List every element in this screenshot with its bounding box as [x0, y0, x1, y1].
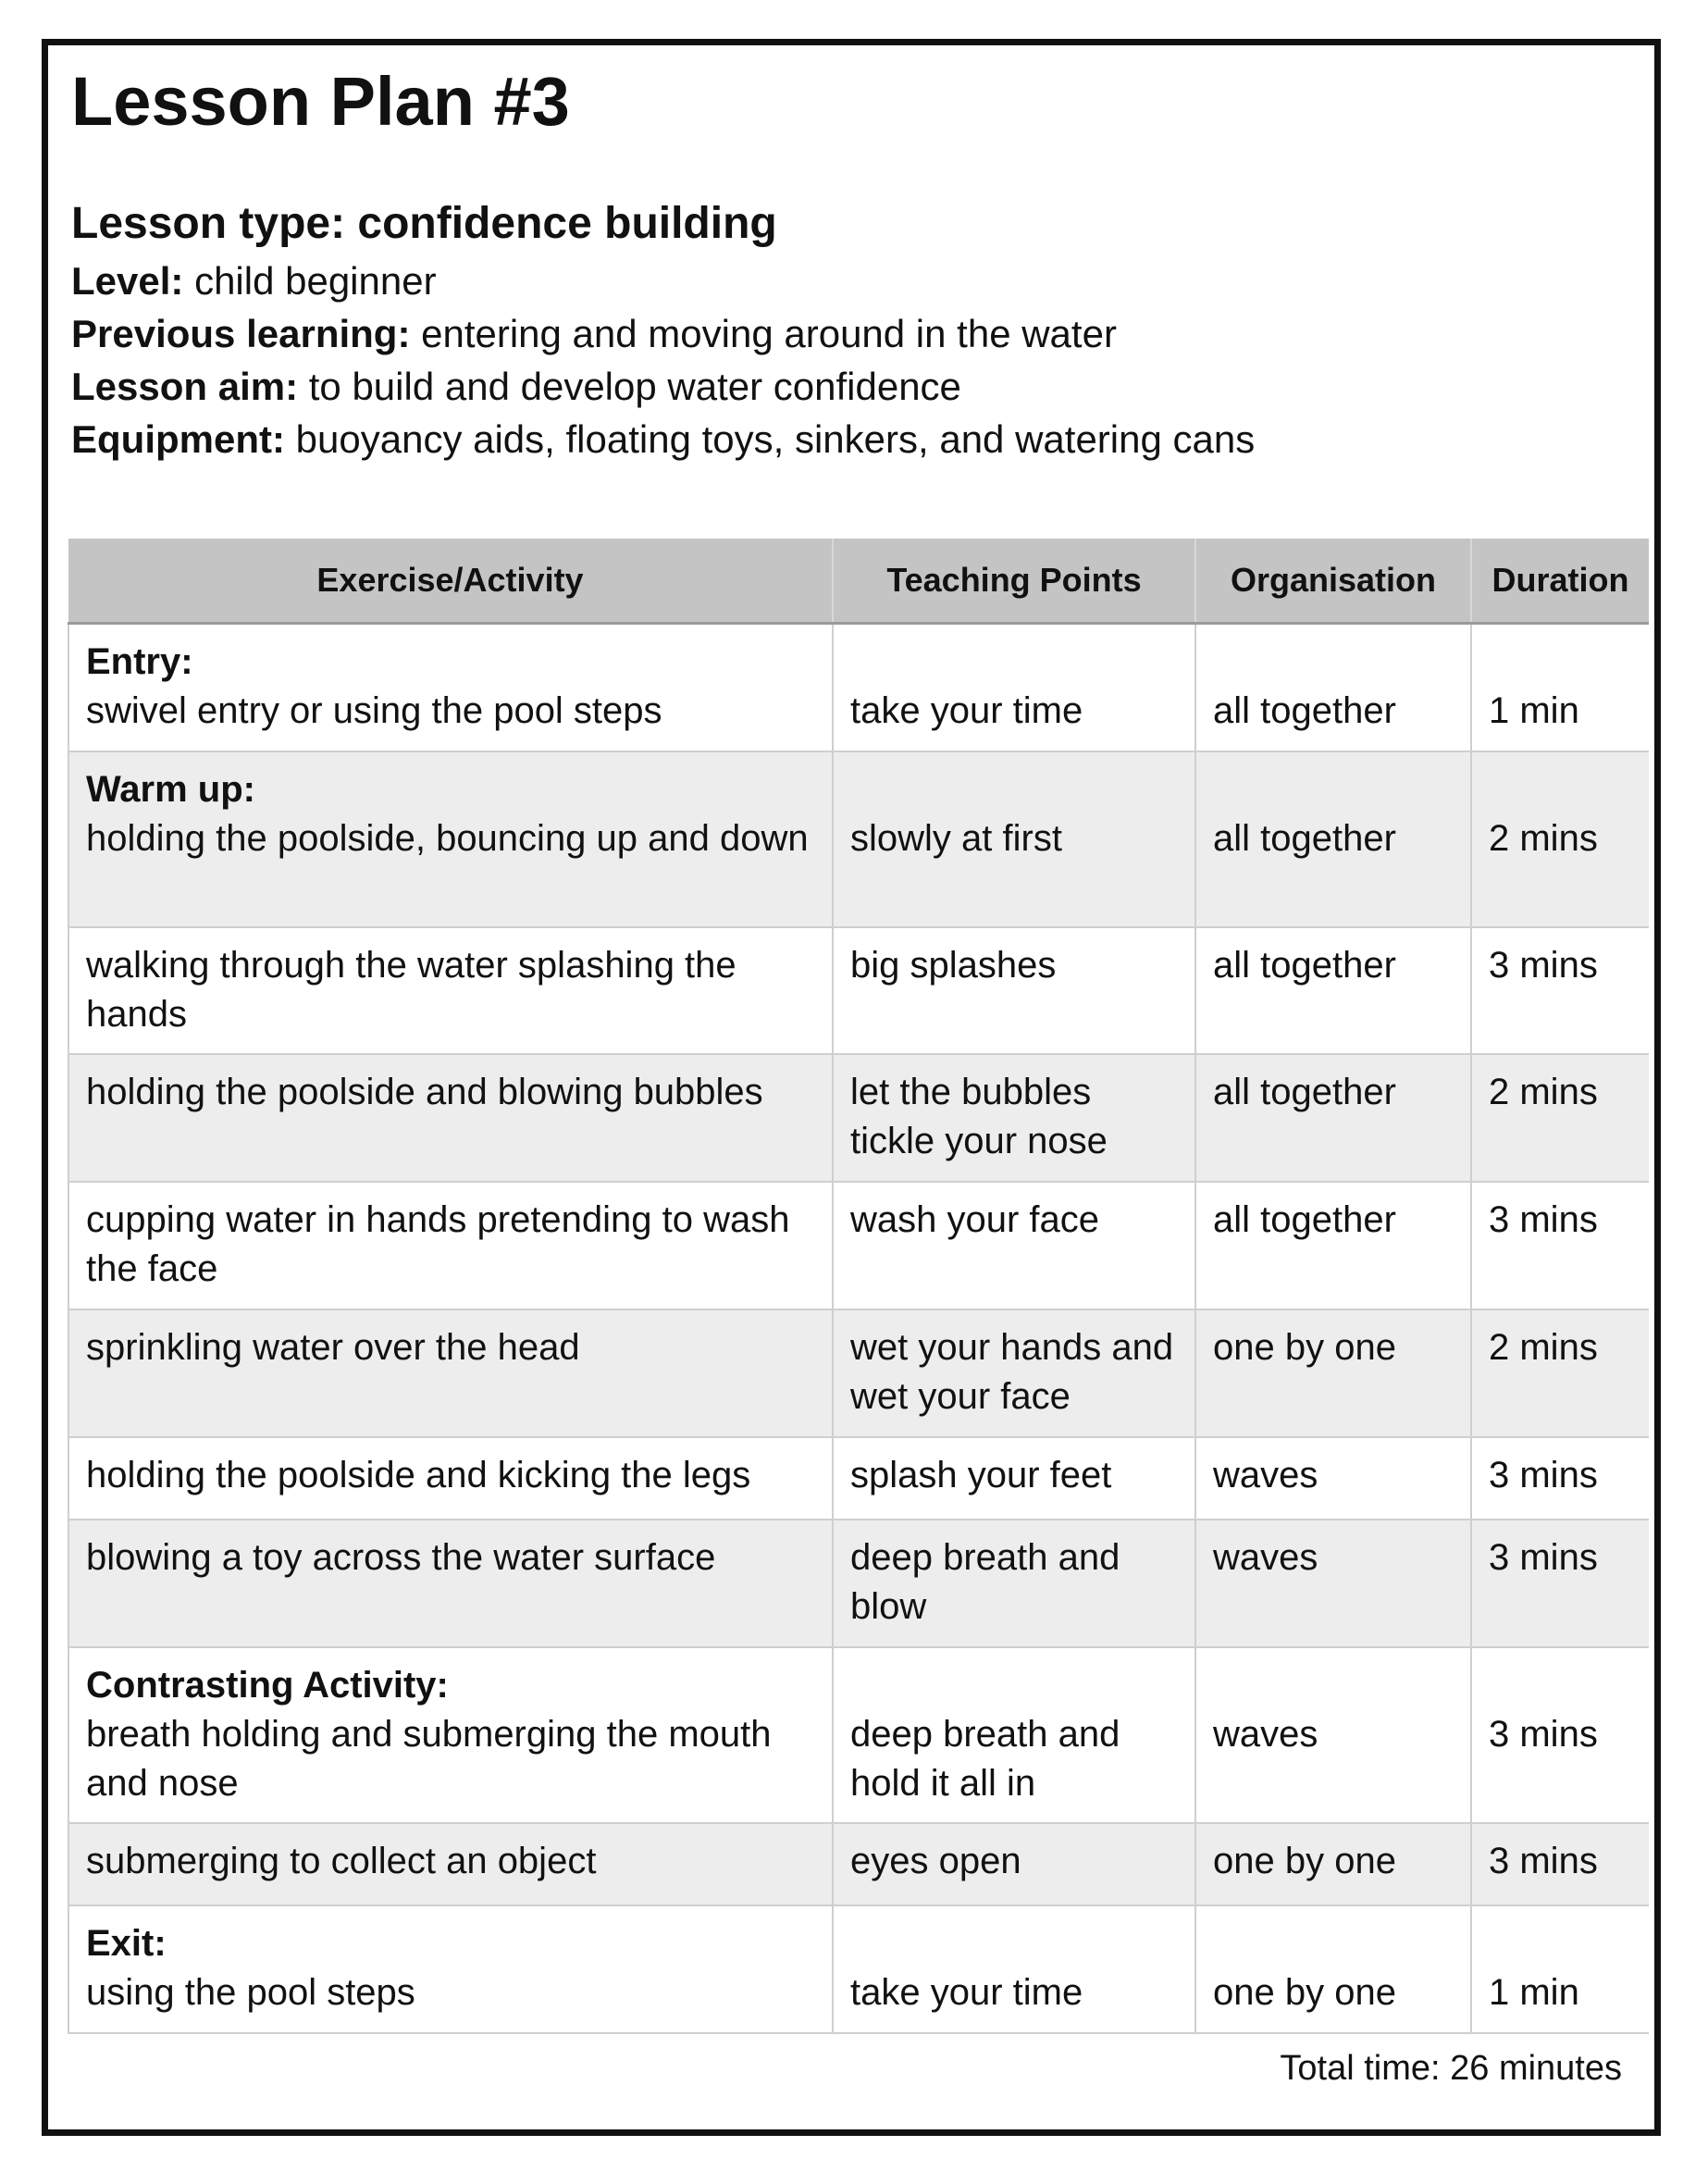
table-row [68, 1520, 1649, 1647]
organisation-cell: all together [1195, 1182, 1471, 1309]
table-header-row [68, 539, 1649, 624]
duration-cell: 1 min [1471, 624, 1649, 751]
organisation-cell: all together [1195, 624, 1471, 751]
lesson-plan-frame [42, 39, 1661, 2136]
teaching-cell: wet your hands and wet your face [833, 1309, 1195, 1437]
organisation-cell: one by one [1195, 1905, 1471, 2033]
info-label: Equipment: [71, 417, 285, 461]
teaching-text: slowly at first [850, 817, 1062, 859]
activity-cell: sprinkling water over the head [68, 1309, 833, 1437]
duration-cell: 3 mins [1471, 1823, 1649, 1905]
page-title: Lesson Plan #3 [71, 63, 570, 140]
teaching-text: deep breath and hold it all in [850, 1713, 1120, 1804]
duration-cell [1471, 1647, 1649, 1823]
info-level [71, 254, 1644, 307]
organisation-cell [1195, 1647, 1471, 1823]
info-label: Level: [71, 259, 184, 303]
info-label: Lesson aim: [71, 365, 299, 408]
activity-cell: submerging to collect an object [68, 1823, 833, 1905]
activity-cell: blowing a toy across the water surface [68, 1520, 833, 1647]
duration-cell: 3 mins [1471, 1520, 1649, 1647]
lesson-plan-table [68, 539, 1649, 2034]
activity-cell: holding the poolside and blowing bubbles [68, 1054, 833, 1182]
header-teaching-points: Teaching Points [833, 539, 1195, 624]
table-row [68, 1823, 1649, 1905]
teaching-cell: take your time [833, 1905, 1195, 2033]
duration-cell: 2 mins [1471, 1309, 1649, 1437]
table-row [68, 1437, 1649, 1520]
duration-cell: 3 mins [1471, 1437, 1649, 1520]
duration-cell: 1 min [1471, 1905, 1649, 2033]
info-label: Previous learning: [71, 312, 411, 355]
organisation-cell: waves [1195, 1520, 1471, 1647]
teaching-cell: splash your feet [833, 1437, 1195, 1520]
table-row [68, 1054, 1649, 1182]
table-row [68, 624, 1649, 751]
info-previous-learning [71, 307, 1644, 360]
table-row [68, 1309, 1649, 1437]
total-time: Total time: 26 minutes [1280, 2049, 1622, 2088]
section-label: Warm up: [86, 768, 255, 810]
activity-text: breath holding and submerging the mouth and nose [86, 1713, 772, 1804]
table-row [68, 1905, 1649, 2033]
activity-cell: cupping water in hands pretending to wash the face [68, 1182, 833, 1309]
activity-cell [68, 1647, 833, 1823]
section-label: Entry: [86, 641, 193, 682]
info-value: buoyancy aids, floating toys, sinkers, and watering cans [295, 417, 1256, 461]
activity-text: holding the poolside, bouncing up and down [86, 817, 809, 859]
activity-text: using the pool steps [86, 1971, 415, 2013]
organisation-cell: one by one [1195, 1823, 1471, 1905]
info-lesson-aim [71, 360, 1644, 413]
duration-text: 3 mins [1489, 1713, 1598, 1755]
info-equipment [71, 413, 1644, 465]
duration-text: 2 mins [1489, 817, 1598, 859]
lesson-info [71, 193, 1644, 465]
activity-cell [68, 624, 833, 751]
table-row [68, 1647, 1649, 1823]
section-label: Contrasting Activity: [86, 1664, 449, 1706]
activity-text: swivel entry or using the pool steps [86, 690, 662, 731]
teaching-cell: take your time [833, 624, 1195, 751]
duration-cell: 3 mins [1471, 1182, 1649, 1309]
teaching-cell [833, 751, 1195, 927]
activity-cell: holding the poolside and kicking the legs [68, 1437, 833, 1520]
teaching-cell [833, 1647, 1195, 1823]
header-duration: Duration [1471, 539, 1649, 624]
table-row [68, 751, 1649, 927]
header-exercise: Exercise/Activity [68, 539, 833, 624]
teaching-cell: deep breath and blow [833, 1520, 1195, 1647]
organisation-cell: all together [1195, 927, 1471, 1054]
table-row [68, 927, 1649, 1054]
header-organisation: Organisation [1195, 539, 1471, 624]
duration-cell: 3 mins [1471, 927, 1649, 1054]
teaching-cell: big splashes [833, 927, 1195, 1054]
teaching-cell: eyes open [833, 1823, 1195, 1905]
duration-cell: 2 mins [1471, 1054, 1649, 1182]
table-row [68, 1182, 1649, 1309]
organisation-text: all together [1213, 817, 1396, 859]
teaching-cell: wash your face [833, 1182, 1195, 1309]
organisation-cell: waves [1195, 1437, 1471, 1520]
activity-cell [68, 1905, 833, 2033]
activity-cell [68, 751, 833, 927]
duration-cell [1471, 751, 1649, 927]
info-value: child beginner [194, 259, 437, 303]
organisation-text: waves [1213, 1713, 1318, 1755]
organisation-cell [1195, 751, 1471, 927]
teaching-cell: let the bubbles tickle your nose [833, 1054, 1195, 1182]
info-value: entering and moving around in the water [421, 312, 1117, 355]
organisation-cell: one by one [1195, 1309, 1471, 1437]
lesson-type: Lesson type: confidence building [71, 199, 777, 248]
section-label: Exit: [86, 1922, 167, 1964]
activity-cell: walking through the water splashing the hands [68, 927, 833, 1054]
info-value: to build and develop water confidence [308, 365, 961, 408]
organisation-cell: all together [1195, 1054, 1471, 1182]
